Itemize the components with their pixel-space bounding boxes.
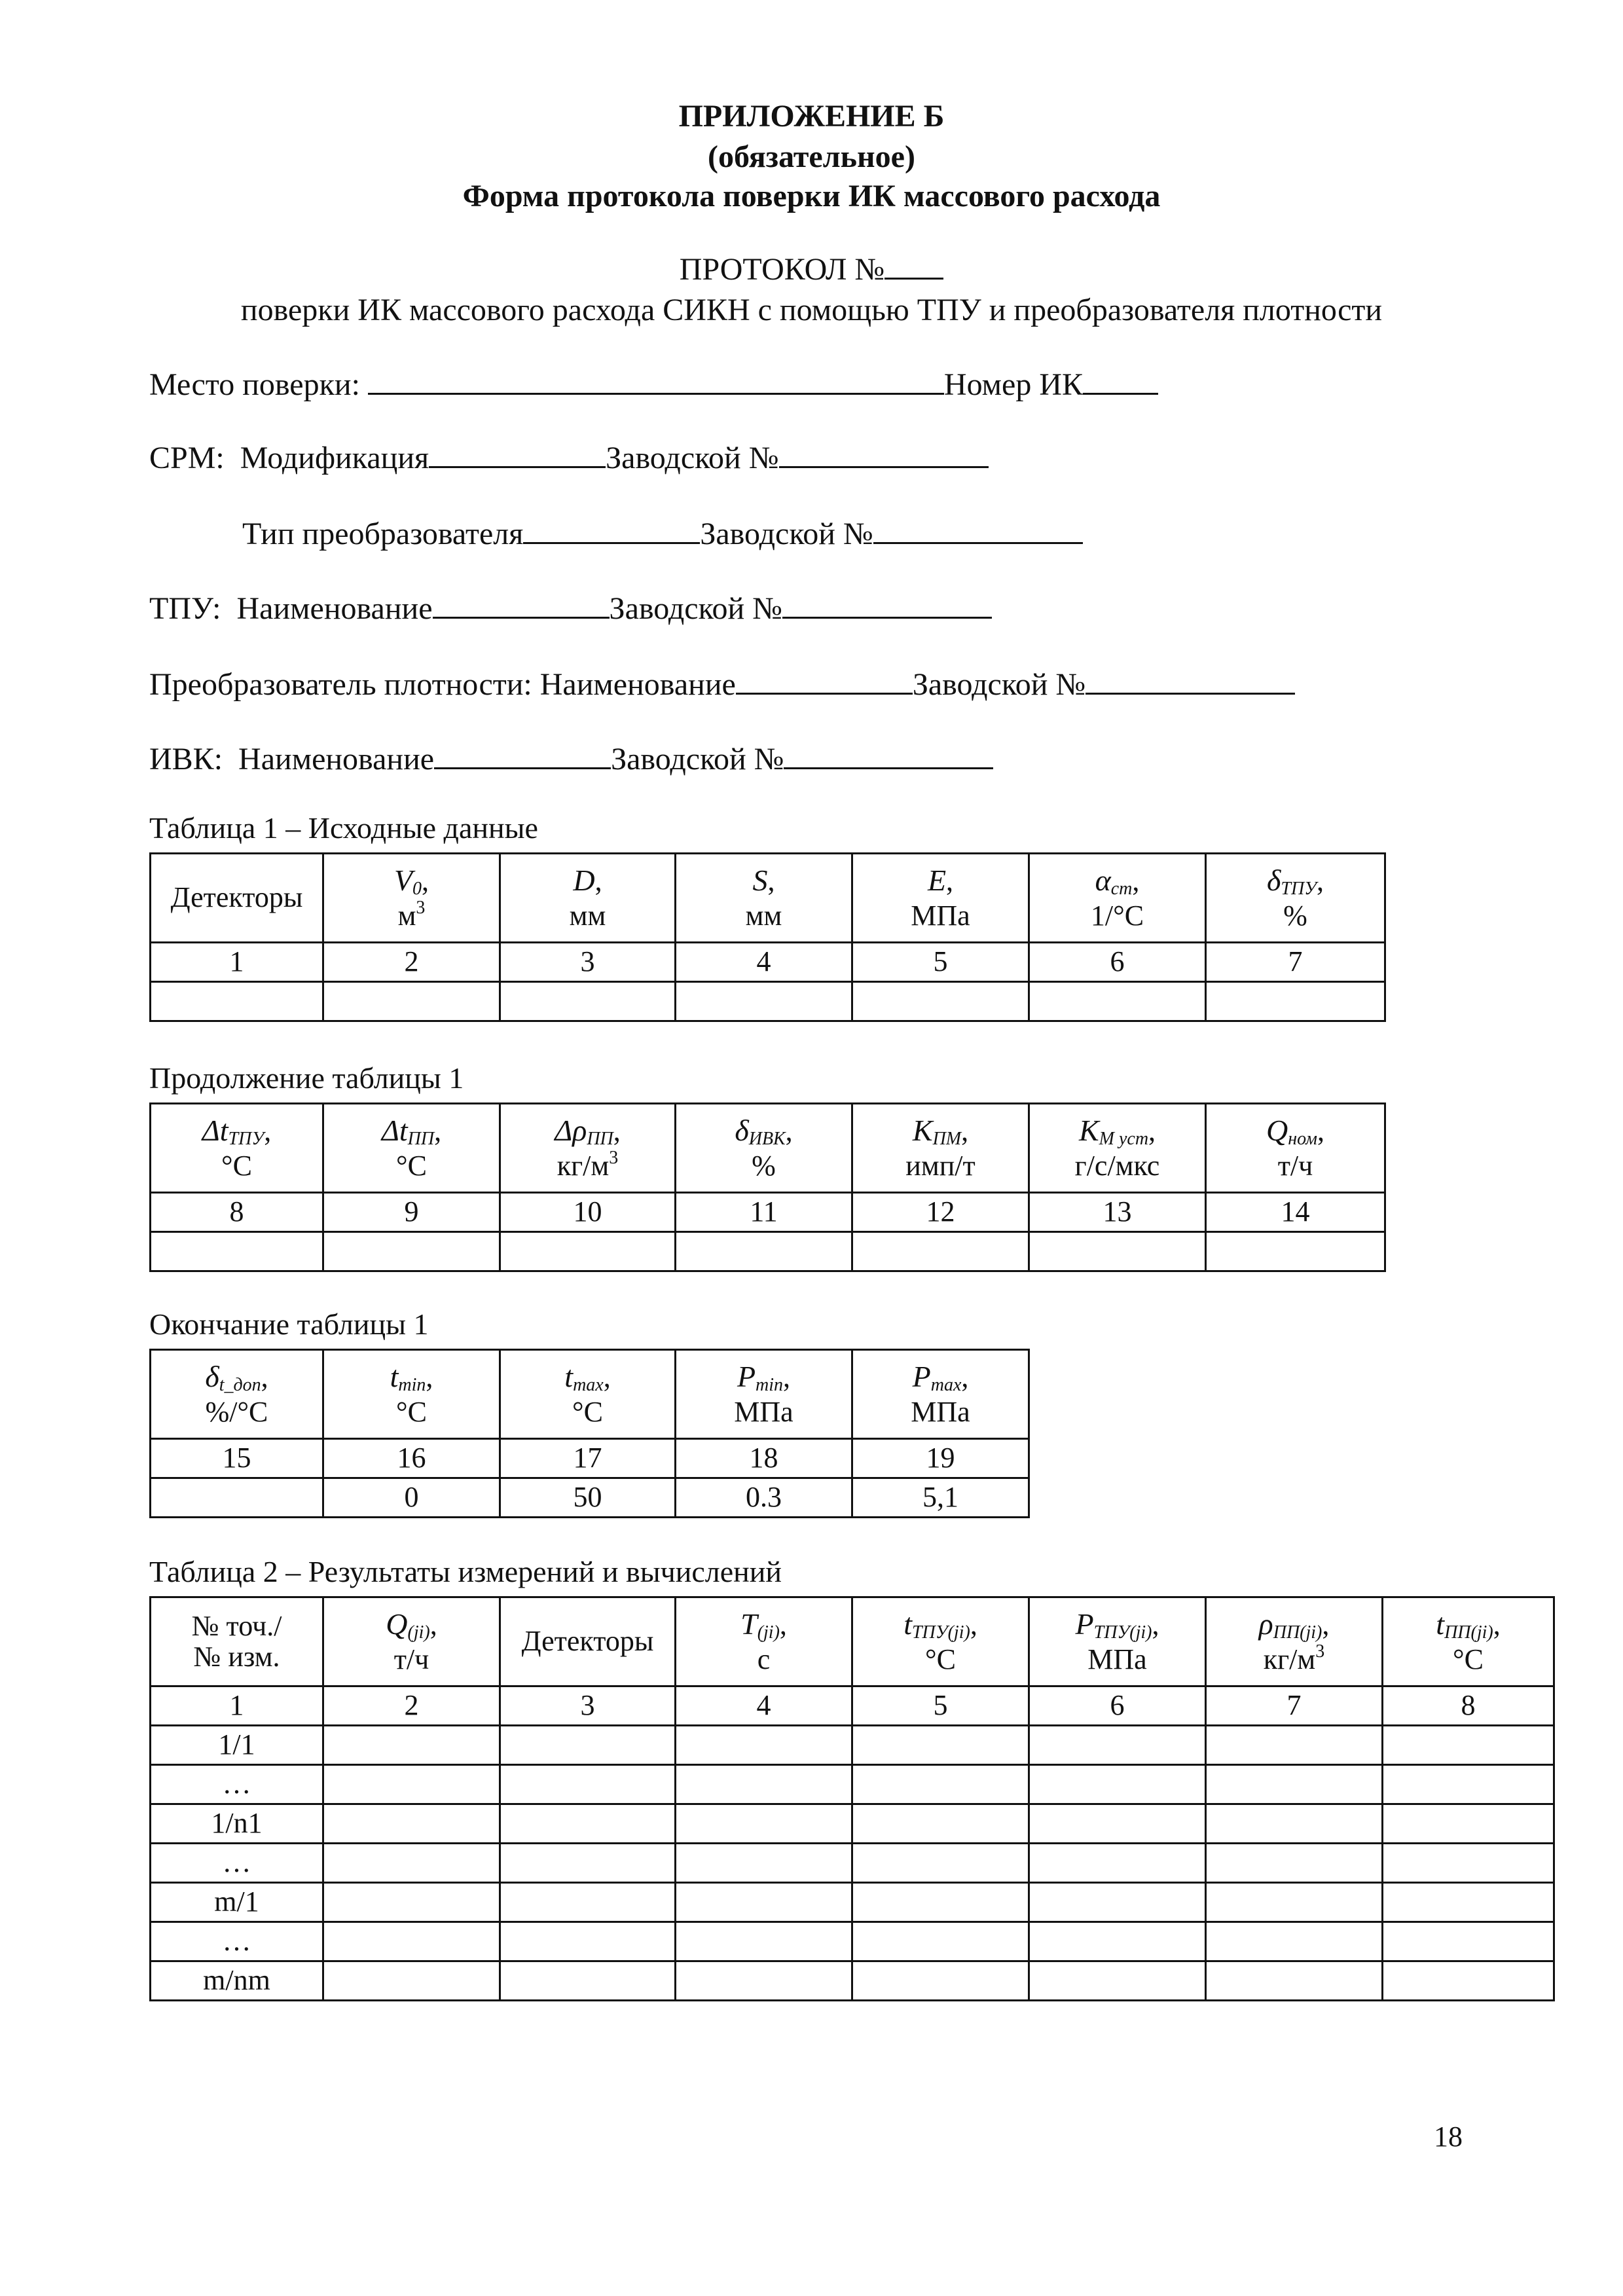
header-symbol: Δt bbox=[202, 1113, 228, 1147]
table1-end-col-number: 17 bbox=[500, 1439, 676, 1478]
table2-cell[interactable] bbox=[676, 1961, 852, 2001]
table1-col-number: 2 bbox=[323, 943, 500, 982]
table1-end-header-cell: $P_{max}$, МПа bbox=[852, 1350, 1029, 1439]
header-subscript: М уст bbox=[1099, 1128, 1149, 1149]
header-subscript: ТПУ(ji) bbox=[911, 1622, 970, 1643]
table2-cell[interactable] bbox=[323, 1804, 500, 1844]
table1-cont-header-cell: $\Delta t_{ПП}$, °С bbox=[323, 1104, 500, 1193]
header-unit: г/с/мкс bbox=[1074, 1150, 1160, 1182]
table1-cont-cell[interactable] bbox=[151, 1232, 323, 1271]
table2-point-header bbox=[151, 1597, 323, 1686]
table1-cont-cell[interactable] bbox=[323, 1232, 500, 1271]
table1-end-header-cell: $P_{min}$, МПа bbox=[676, 1350, 852, 1439]
table2-row-label: … bbox=[151, 1922, 323, 1961]
header-unit: МПа bbox=[1087, 1643, 1147, 1676]
table2-header-cell: $t_{ТПУ(ji)}$, °С bbox=[852, 1597, 1029, 1686]
header-symbol: Δt bbox=[381, 1113, 408, 1147]
converter-serial-blank[interactable] bbox=[873, 516, 1083, 544]
header-symbol: P bbox=[912, 1359, 931, 1393]
table2-cell[interactable] bbox=[852, 1726, 1029, 1765]
header-unit: МПа bbox=[911, 1396, 970, 1429]
table2-cell[interactable] bbox=[1029, 1883, 1206, 1922]
tpu-name-label: Наименование bbox=[236, 591, 433, 626]
table2-cell[interactable] bbox=[852, 1883, 1029, 1922]
table2-cell[interactable] bbox=[852, 1961, 1029, 2001]
table1-col-number: 3 bbox=[500, 943, 676, 982]
table2-cell[interactable] bbox=[1029, 1765, 1206, 1804]
place-row bbox=[149, 367, 1158, 403]
srm-serial-blank[interactable] bbox=[779, 440, 989, 468]
table1-cont-header-cell: $K_{М уст}$, г/с/мкс bbox=[1029, 1104, 1206, 1193]
table2-cell[interactable] bbox=[1206, 1804, 1383, 1844]
table2-cell[interactable] bbox=[1383, 1961, 1554, 2001]
converter-type-blank[interactable] bbox=[523, 516, 700, 544]
header-symbol: δ bbox=[1266, 863, 1281, 897]
header-unit: °С bbox=[396, 1396, 427, 1429]
table2-col-number: 2 bbox=[323, 1686, 500, 1726]
header-symbol: t bbox=[564, 1359, 574, 1393]
table2-detectors-header: Детекторы bbox=[500, 1597, 676, 1686]
table1-end-header-cell: $t_{max}$, °С bbox=[500, 1350, 676, 1439]
table2-cell[interactable] bbox=[1383, 1726, 1554, 1765]
srm-modification-label: Модификация bbox=[240, 441, 429, 475]
header-symbol: S bbox=[752, 863, 768, 897]
table2-cell[interactable] bbox=[1206, 1922, 1383, 1961]
table2-cell[interactable] bbox=[323, 1844, 500, 1883]
header-unit: % bbox=[1283, 900, 1307, 932]
table2-cell[interactable] bbox=[676, 1804, 852, 1844]
table2-header-cell: $Q_{(ji)}$, т/ч bbox=[323, 1597, 500, 1686]
tpu-name-blank[interactable] bbox=[433, 591, 610, 619]
header-subscript: 0 bbox=[412, 878, 422, 899]
header-symbol: t bbox=[390, 1359, 399, 1393]
table1-cont-col-number: 13 bbox=[1029, 1193, 1206, 1232]
table1-caption: Таблица 1 – Исходные данные bbox=[149, 811, 538, 845]
table2-cell[interactable] bbox=[1029, 1961, 1206, 2001]
table1-cont-caption: Продолжение таблицы 1 bbox=[149, 1061, 464, 1095]
table2-row-label: 1/1 bbox=[151, 1726, 323, 1765]
table2-cell[interactable] bbox=[1383, 1844, 1554, 1883]
protocol-heading bbox=[0, 251, 1623, 287]
header-unit: °С bbox=[925, 1643, 956, 1676]
header-symbol: t bbox=[903, 1607, 912, 1641]
header-subscript: ПП bbox=[587, 1128, 613, 1149]
protocol-subtitle: поверки ИК массового расхода СИКН с помощью ТПУ и преобразователя плотности bbox=[240, 293, 1383, 327]
table1-cont-col-number: 12 bbox=[852, 1193, 1029, 1232]
header-symbol: P bbox=[1075, 1607, 1094, 1641]
table2-col-number: 1 bbox=[151, 1686, 323, 1726]
header-symbol: E bbox=[927, 863, 947, 897]
ivk-serial-blank[interactable] bbox=[784, 741, 993, 769]
header-symbol: K bbox=[912, 1113, 933, 1147]
table1-header-cell: D, мм bbox=[500, 854, 676, 943]
table2-cell[interactable] bbox=[1029, 1844, 1206, 1883]
protocol-number-blank[interactable] bbox=[884, 251, 943, 280]
table2-cell[interactable] bbox=[500, 1765, 676, 1804]
table2-cell[interactable] bbox=[852, 1844, 1029, 1883]
table1-cont-cell[interactable] bbox=[1206, 1232, 1385, 1271]
header-symbol: δ bbox=[205, 1359, 219, 1393]
table1-end-col-number: 18 bbox=[676, 1439, 852, 1478]
header-unit: мм bbox=[569, 900, 606, 932]
header-subscript: ст bbox=[1110, 878, 1133, 899]
header-subscript: (ji) bbox=[407, 1622, 430, 1643]
header-subscript: ном bbox=[1288, 1128, 1317, 1149]
table1-end-col-number: 19 bbox=[852, 1439, 1029, 1478]
header-symbol: T bbox=[740, 1607, 757, 1641]
header-unit: т/ч bbox=[1277, 1150, 1313, 1182]
header-unit-sup: 3 bbox=[1315, 1641, 1325, 1662]
table1-cell[interactable] bbox=[500, 982, 676, 1021]
table2-row-label: 1/n1 bbox=[151, 1804, 323, 1844]
table2-cell[interactable] bbox=[500, 1726, 676, 1765]
table2-col-number: 6 bbox=[1029, 1686, 1206, 1726]
header-symbol: P bbox=[737, 1359, 756, 1393]
table1-end-value[interactable]: 50 bbox=[500, 1478, 676, 1518]
table2-cell[interactable] bbox=[500, 1961, 676, 2001]
table1-cont-header-cell: $\delta_{ИВК}$, % bbox=[676, 1104, 852, 1193]
table2-measurement-label: № изм. bbox=[193, 1640, 280, 1673]
place-blank[interactable] bbox=[368, 367, 944, 395]
header-symbol: α bbox=[1095, 863, 1111, 897]
header-subscript: max bbox=[930, 1374, 962, 1395]
table1-header-cell: $\alpha_{ст}$, 1/°С bbox=[1029, 854, 1206, 943]
header-unit-sup: 3 bbox=[416, 898, 426, 919]
table2-cell[interactable] bbox=[1383, 1804, 1554, 1844]
header-subscript: max bbox=[573, 1374, 604, 1395]
table2-header-cell: $\rho_{ПП(ji)}$, $кг/м^3$ bbox=[1206, 1597, 1383, 1686]
table1-cell[interactable] bbox=[1029, 982, 1206, 1021]
table2-cell[interactable] bbox=[676, 1844, 852, 1883]
header-unit: т/ч bbox=[393, 1643, 429, 1676]
ivk-serial-label: Заводской № bbox=[611, 742, 784, 776]
table1-cont bbox=[149, 1102, 1386, 1272]
table1 bbox=[149, 852, 1386, 1022]
table1-detectors-header: Детекторы bbox=[151, 854, 323, 943]
header-unit: % bbox=[752, 1150, 776, 1182]
table1-cont-cell[interactable] bbox=[852, 1232, 1029, 1271]
table2-cell[interactable] bbox=[852, 1765, 1029, 1804]
header-symbol: Q bbox=[1266, 1113, 1288, 1147]
density-name-blank[interactable] bbox=[736, 666, 913, 695]
header-unit: м bbox=[397, 900, 416, 932]
table2-header-cell: $t_{ПП(ji)}$, °С bbox=[1383, 1597, 1554, 1686]
appendix-title: ПРИЛОЖЕНИЕ Б bbox=[678, 99, 945, 134]
table2-cell[interactable] bbox=[852, 1922, 1029, 1961]
header-subscript: ПМ bbox=[932, 1128, 962, 1149]
density-serial-label: Заводской № bbox=[912, 667, 1086, 702]
table1-end-value[interactable] bbox=[151, 1478, 323, 1518]
header-unit: 1/°С bbox=[1090, 900, 1144, 932]
table2-cell[interactable] bbox=[1206, 1883, 1383, 1922]
header-subscript: ПП(ji) bbox=[1273, 1622, 1322, 1643]
table1-cont-header-cell: $Q_{ном}$, т/ч bbox=[1206, 1104, 1385, 1193]
header-unit: кг/м bbox=[1263, 1643, 1316, 1676]
density-row bbox=[149, 666, 1295, 702]
table2-cell[interactable] bbox=[323, 1765, 500, 1804]
place-label: Место поверки: bbox=[149, 367, 360, 402]
table2-cell[interactable] bbox=[500, 1804, 676, 1844]
form-title: Форма протокола поверки ИК массового расхода bbox=[462, 179, 1161, 213]
table2-cell[interactable] bbox=[323, 1883, 500, 1922]
tpu-row bbox=[149, 591, 992, 627]
table2-cell[interactable] bbox=[1206, 1961, 1383, 2001]
header-unit-sup: 3 bbox=[609, 1148, 619, 1169]
header-symbol: V bbox=[393, 863, 413, 897]
header-unit: °С bbox=[221, 1150, 252, 1182]
table2-cell[interactable] bbox=[1383, 1883, 1554, 1922]
table2-cell[interactable] bbox=[676, 1883, 852, 1922]
header-subscript: t_доп bbox=[219, 1374, 261, 1395]
converter-serial-label: Заводской № bbox=[700, 517, 873, 551]
table2-cell[interactable] bbox=[1206, 1844, 1383, 1883]
table2-cell[interactable] bbox=[323, 1922, 500, 1961]
tpu-label: ТПУ: bbox=[149, 591, 221, 626]
table1-end-value[interactable]: 5,1 bbox=[852, 1478, 1029, 1518]
header-symbol: K bbox=[1078, 1113, 1099, 1147]
table2-cell[interactable] bbox=[852, 1804, 1029, 1844]
srm-row bbox=[149, 440, 989, 476]
table1-col-number: 1 bbox=[151, 943, 323, 982]
table2-col-number: 4 bbox=[676, 1686, 852, 1726]
table1-cont-cell[interactable] bbox=[500, 1232, 676, 1271]
table2-cell[interactable] bbox=[1029, 1726, 1206, 1765]
table1-end-header-cell: $\delta_{t\_доп}$, %/°С bbox=[151, 1350, 323, 1439]
converter-row bbox=[242, 516, 1083, 552]
table2-cell[interactable] bbox=[1029, 1922, 1206, 1961]
header-subscript: min bbox=[398, 1374, 426, 1395]
table1-cont-col-number: 8 bbox=[151, 1193, 323, 1232]
table1-cell[interactable] bbox=[676, 982, 852, 1021]
header-unit: с bbox=[757, 1643, 771, 1676]
table2-row-label: … bbox=[151, 1844, 323, 1883]
srm-modification-blank[interactable] bbox=[429, 440, 606, 468]
header-symbol: ρ bbox=[1258, 1607, 1273, 1641]
ivk-row bbox=[149, 741, 993, 777]
srm-label: СРМ: bbox=[149, 441, 225, 475]
srm-serial-label: Заводской № bbox=[606, 441, 779, 475]
header-subscript: (ji) bbox=[757, 1622, 780, 1643]
table2-cell[interactable] bbox=[500, 1883, 676, 1922]
table2-col-number: 8 bbox=[1383, 1686, 1554, 1726]
table1-col-number: 6 bbox=[1029, 943, 1206, 982]
table1-cont-header-cell: $\Delta t_{ТПУ}$, °С bbox=[151, 1104, 323, 1193]
table2 bbox=[149, 1596, 1555, 2001]
header-unit: кг/м bbox=[556, 1150, 610, 1182]
table2-row-label: m/nm bbox=[151, 1961, 323, 2001]
ik-number-blank[interactable] bbox=[1083, 367, 1158, 395]
header-symbol: D bbox=[573, 863, 595, 897]
header-symbol: δ bbox=[735, 1113, 749, 1147]
appendix-status: (обязательное) bbox=[708, 139, 915, 174]
table2-cell[interactable] bbox=[1206, 1765, 1383, 1804]
header-subscript: ТПУ bbox=[228, 1128, 264, 1149]
header-unit: °С bbox=[572, 1396, 603, 1429]
table1-end-col-number: 15 bbox=[151, 1439, 323, 1478]
header-subscript: min bbox=[756, 1374, 784, 1395]
density-name-label: Преобразователь плотности: Наименование bbox=[149, 667, 736, 702]
table2-cell[interactable] bbox=[1206, 1726, 1383, 1765]
ivk-name-blank[interactable] bbox=[434, 741, 611, 769]
header-unit: МПа bbox=[734, 1396, 793, 1429]
table2-cell[interactable] bbox=[1029, 1804, 1206, 1844]
table1-header-cell: S, мм bbox=[676, 854, 852, 943]
header-subscript: ИВК bbox=[748, 1128, 786, 1149]
header-subscript: ПП(ji) bbox=[1444, 1622, 1493, 1643]
table1-end-header-cell: $t_{min}$, °С bbox=[323, 1350, 500, 1439]
header-unit: имп/т bbox=[905, 1150, 976, 1182]
table2-header-cell: $P_{ТПУ(ji)}$, МПа bbox=[1029, 1597, 1206, 1686]
table1-col-number: 4 bbox=[676, 943, 852, 982]
table2-col-number: 5 bbox=[852, 1686, 1029, 1726]
table2-cell[interactable] bbox=[1383, 1765, 1554, 1804]
tpu-serial-label: Заводской № bbox=[609, 591, 782, 626]
table1-cell[interactable] bbox=[852, 982, 1029, 1021]
table2-row-label: … bbox=[151, 1765, 323, 1804]
table2-header-cell: $T_{(ji)}$, с bbox=[676, 1597, 852, 1686]
table2-cell[interactable] bbox=[323, 1726, 500, 1765]
header-subscript: ПП bbox=[407, 1128, 435, 1149]
header-unit: °С bbox=[396, 1150, 427, 1182]
table1-cont-col-number: 11 bbox=[676, 1193, 852, 1232]
table2-row-label: m/1 bbox=[151, 1883, 323, 1922]
ivk-name-label: Наименование bbox=[238, 742, 435, 776]
header-unit: °С bbox=[1453, 1643, 1484, 1676]
table2-cell[interactable] bbox=[676, 1922, 852, 1961]
table1-col-number: 7 bbox=[1206, 943, 1385, 982]
table2-cell[interactable] bbox=[323, 1961, 500, 2001]
header-subscript: ТПУ bbox=[1281, 878, 1317, 899]
table2-caption: Таблица 2 – Результаты измерений и вычислений bbox=[149, 1555, 782, 1588]
table2-cell[interactable] bbox=[676, 1726, 852, 1765]
table1-cont-col-number: 14 bbox=[1206, 1193, 1385, 1232]
tpu-serial-blank[interactable] bbox=[782, 591, 992, 619]
table1-header-cell: E, МПа bbox=[852, 854, 1029, 943]
table1-cont-col-number: 9 bbox=[323, 1193, 500, 1232]
header-symbol: Q bbox=[386, 1607, 408, 1641]
table1-end-col-number: 16 bbox=[323, 1439, 500, 1478]
converter-type-label: Тип преобразователя bbox=[242, 517, 524, 551]
table2-col-number: 7 bbox=[1206, 1686, 1383, 1726]
table1-header-cell: $\delta_{ТПУ}$, % bbox=[1206, 854, 1385, 943]
table1-end-value[interactable]: 0.3 bbox=[676, 1478, 852, 1518]
table2-point-label: № точ./ bbox=[191, 1610, 282, 1643]
header-symbol: t bbox=[1436, 1607, 1445, 1641]
table1-cell[interactable] bbox=[1206, 982, 1385, 1021]
header-subscript: ТПУ(ji) bbox=[1093, 1622, 1152, 1643]
protocol-label: ПРОТОКОЛ № bbox=[679, 252, 885, 287]
table1-end-value[interactable]: 0 bbox=[323, 1478, 500, 1518]
table1-header-cell: $V_0$, $м^3$ bbox=[323, 854, 500, 943]
table1-cont-header-cell: $\Delta\rho_{ПП}$, $кг/м^3$ bbox=[500, 1104, 676, 1193]
table1-cont-cell[interactable] bbox=[676, 1232, 852, 1271]
table1-cont-cell[interactable] bbox=[1029, 1232, 1206, 1271]
ik-number-label: Номер ИК bbox=[943, 367, 1084, 402]
header-unit: мм bbox=[745, 900, 782, 932]
page-number: 18 bbox=[1434, 2121, 1463, 2153]
table1-cell[interactable] bbox=[151, 982, 323, 1021]
table2-cell[interactable] bbox=[1383, 1922, 1554, 1961]
table1-cont-header-cell: $K_{ПМ}$, имп/т bbox=[852, 1104, 1029, 1193]
table2-cell[interactable] bbox=[500, 1922, 676, 1961]
table1-col-number: 5 bbox=[852, 943, 1029, 982]
header-unit: %/°С bbox=[205, 1396, 268, 1429]
density-serial-blank[interactable] bbox=[1085, 666, 1295, 695]
table1-end-caption: Окончание таблицы 1 bbox=[149, 1307, 429, 1341]
table1-cell[interactable] bbox=[323, 982, 500, 1021]
table2-cell[interactable] bbox=[500, 1844, 676, 1883]
table2-cell[interactable] bbox=[676, 1765, 852, 1804]
ivk-label: ИВК: bbox=[149, 742, 223, 776]
header-unit: МПа bbox=[911, 900, 970, 932]
table1-cont-col-number: 10 bbox=[500, 1193, 676, 1232]
header-symbol: Δρ bbox=[555, 1113, 587, 1147]
table2-col-number: 3 bbox=[500, 1686, 676, 1726]
table1-end bbox=[149, 1349, 1030, 1518]
